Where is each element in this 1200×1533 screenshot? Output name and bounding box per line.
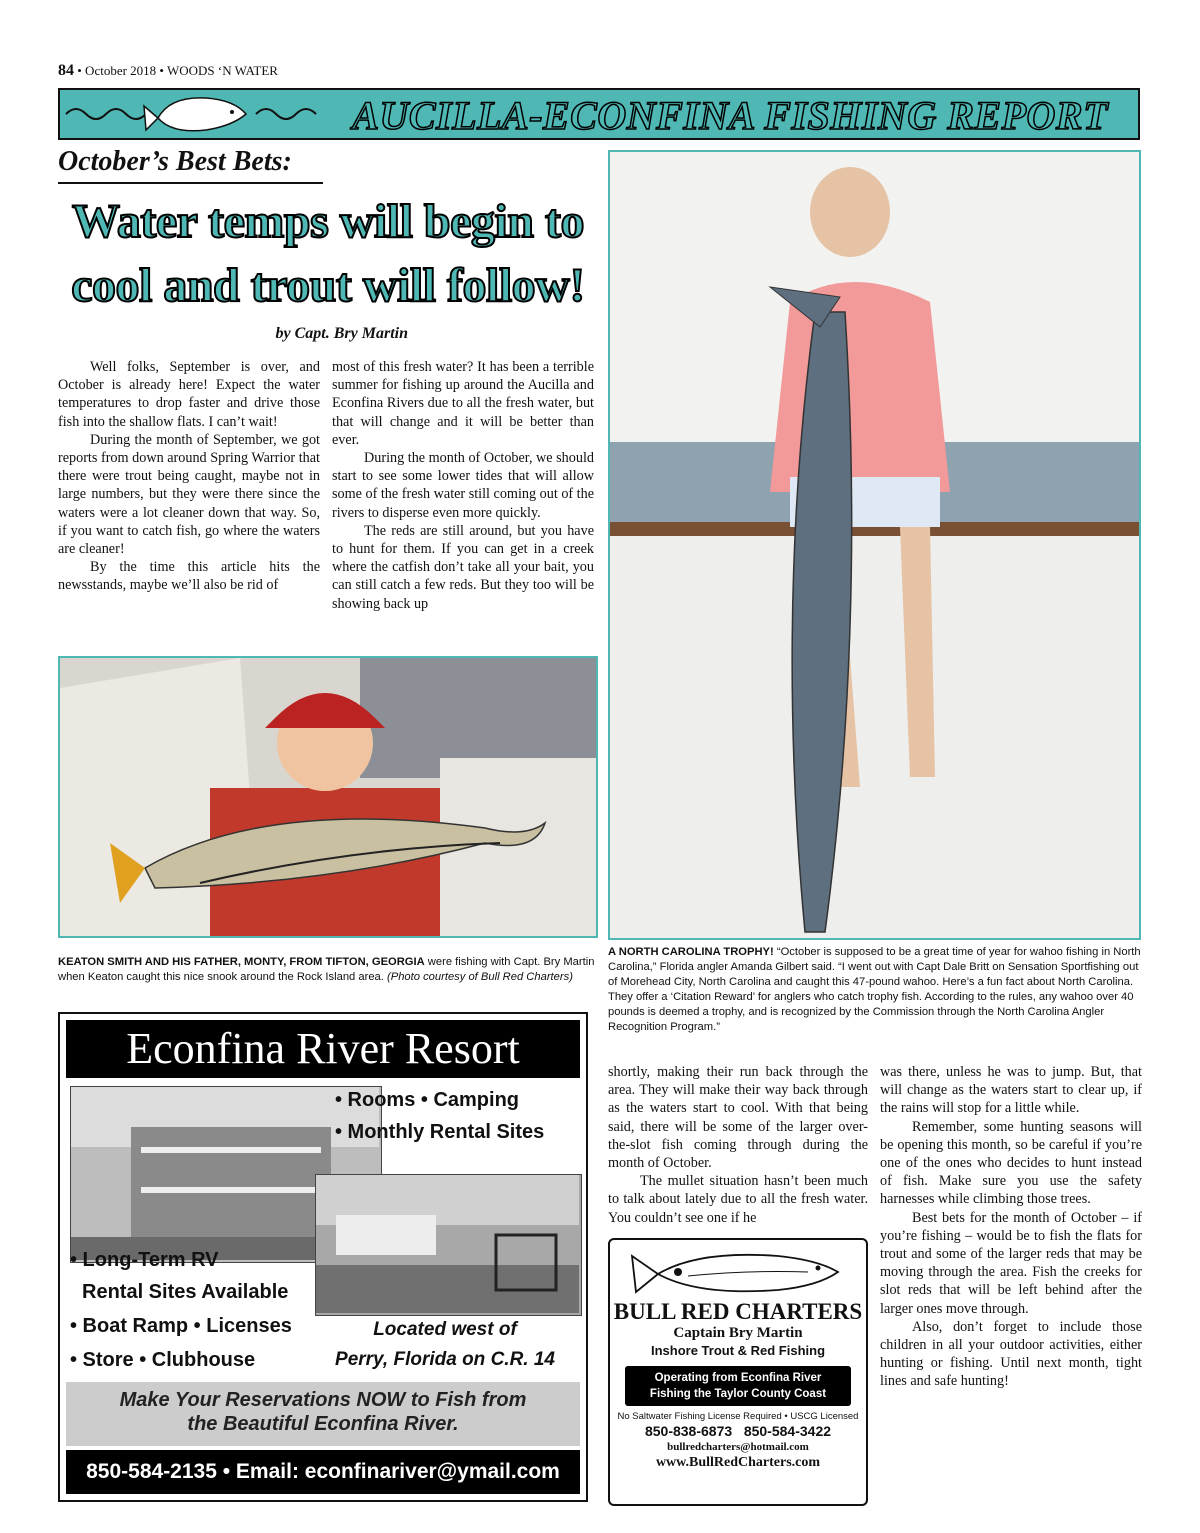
banner-title: AUCILLA-ECONFINA FISHING REPORT xyxy=(352,93,1108,138)
resort-campground-photo xyxy=(315,1174,582,1316)
resort-contact: 850-584-2135 • Email: econfinariver@ymail.com xyxy=(66,1450,580,1494)
issue-line: • October 2018 • WOODS ‘N WATER xyxy=(77,63,278,78)
kicker: October’s Best Bets: xyxy=(58,146,292,177)
headline-line-2: cool and trout will follow! xyxy=(71,259,585,312)
paragraph: was there, unless he was to jump. But, that will change as the waters start to clear up, if the rains will stop for a little while. xyxy=(880,1064,1142,1117)
page-number: 84 xyxy=(58,62,74,79)
reservation-line-1: Make Your Reservations NOW to Fish from xyxy=(119,1389,527,1411)
article-column-4 xyxy=(880,1063,1142,1391)
headline xyxy=(58,190,598,318)
charter-license: No Saltwater Fishing License Required • USCG Licensed xyxy=(617,1411,859,1422)
fish-wave-icon xyxy=(60,90,330,138)
ribbon-line-1: Operating from Econfina River xyxy=(654,1372,822,1384)
reservation-line-2: the Beautiful Econfina River. xyxy=(187,1413,459,1435)
wahoo-caption xyxy=(608,945,1142,1035)
resort-bullet-store: • Store • Clubhouse xyxy=(70,1349,256,1371)
resort-location-line-2: Perry, Florida on C.R. 14 xyxy=(335,1349,555,1370)
caption-credit: (Photo courtesy of Bull Red Charters) xyxy=(387,971,573,983)
headline-line-1: Water temps will begin to xyxy=(72,195,584,248)
charter-phone-1: 850-838-6873 xyxy=(644,1423,733,1439)
paragraph: The reds are still around, but you have to hunt for them. If you can get in a creek where the catfish don’t take all your bait, you can still catch a few reds. But they too will be showing back up xyxy=(332,522,594,612)
article-column-3 xyxy=(608,1063,868,1227)
page-folio xyxy=(58,62,278,80)
paragraph: shortly, making their run back through the area. They will make their way back through as the waters start to cool. With that being said, there will be some of the larger over-the-slot fish coming through during the month of October. xyxy=(608,1064,868,1172)
kicker-rule xyxy=(58,182,323,184)
charter-ribbon xyxy=(625,1366,851,1406)
campground-image xyxy=(316,1175,579,1313)
charter-name: BULL RED CHARTERS xyxy=(613,1299,863,1324)
caption-lead: KEATON SMITH AND HIS FATHER, MONTY, FROM TIFTON, GEORGIA xyxy=(58,956,425,968)
charter-phones xyxy=(610,1423,866,1440)
paragraph: During the month of October, we should start to see some lower tides that will allow some of the fresh water still coming out of the rivers to disperse even more quickly. xyxy=(332,450,595,521)
caption-lead: A NORTH CAROLINA TROPHY! xyxy=(608,946,774,958)
caption-body: “October is supposed to be a great time of year for wahoo fishing in North Carolina,” Florida angler Amanda Gilbert said. “I went out with Capt Dale Britt on Sensation Sportfishing out of Morehead City, North Carolina and caught this 47-pound wahoo. Here’s a fun fact about North Carolina. They offer a ‘Citation Reward’ for anglers who catch trophy fish. According to the rules, any wahoo over 40 pounds is deemed a trophy, and is recognized by the Commission through the North Carolina Angler Recognition Program.” xyxy=(608,946,1141,1033)
paragraph: By the time this article hits the newsstands, maybe we’ll also be rid of xyxy=(58,559,320,594)
charter-captain: Captain Bry Martin xyxy=(673,1325,803,1341)
charter-advertisement xyxy=(608,1238,868,1506)
wahoo-photo xyxy=(608,150,1141,940)
resort-reservation xyxy=(66,1382,580,1446)
paragraph: Well folks, September is over, and October is already here! Expect the water temperatures to drop faster and drive those fish into the shallow flats. I can’t wait! xyxy=(58,359,320,430)
resort-bullet-rv: Rental Sites Available xyxy=(82,1281,289,1303)
resort-title: Econfina River Resort xyxy=(66,1020,580,1078)
resort-bullet-boat: • Boat Ramp • Licenses xyxy=(70,1315,292,1337)
paragraph: Remember, some hunting seasons will be opening this month, so be careful if you’re one of the ones who decides to hunt instead of fish. Make sure you use the safety harnesses while climbing those trees. xyxy=(880,1118,1142,1208)
caption-body: were fishing with Capt. Bry Martin when Keaton caught this nice snook around the Rock Island area. xyxy=(58,956,595,983)
byline: by Capt. Bry Martin xyxy=(275,325,408,342)
snook-photo xyxy=(58,656,598,938)
ribbon-line-2: Fishing the Taylor County Coast xyxy=(649,1388,827,1400)
resort-bullet-rooms: • Rooms • Camping xyxy=(335,1089,520,1111)
resort-location-line-1: Located west of xyxy=(373,1319,517,1340)
charter-email: bullredcharters@hotmail.com xyxy=(667,1441,809,1453)
paragraph: Also, don’t forget to include those children in all your outdoor activities, either hunting or fishing. Until next month, tight lines and safe hunting! xyxy=(880,1318,1142,1390)
article-column-2 xyxy=(332,358,594,613)
resort-advertisement xyxy=(58,1012,588,1502)
snook-caption xyxy=(58,955,596,985)
boy-with-snook-image xyxy=(60,658,596,936)
section-banner xyxy=(58,88,1140,140)
article-column-1 xyxy=(58,358,320,595)
paragraph: During the month of September, we got reports from down around Spring Warrior that there were trout being caught, maybe not in large numbers, but they were there since the waters were a lot cleaner down that way. So, if you want to catch fish, go where the waters are cleaner! xyxy=(58,431,320,558)
resort-bullet-longterm: • Long-Term RV xyxy=(70,1249,219,1271)
resort-bullet-monthly: • Monthly Rental Sites xyxy=(335,1121,545,1143)
charter-phone-2: 850-584-3422 xyxy=(743,1423,832,1439)
paragraph: Best bets for the month of October – if you’re fishing – would be to fish the flats for trout and some of the larger reds that may be moving through the area. Fish the creeks for slot reds that will be left behind after the larger ones move through. xyxy=(880,1209,1142,1317)
paragraph: The mullet situation hasn’t been much to talk about lately due to all the fresh water. You couldn’t see one if he xyxy=(608,1173,868,1226)
woman-with-wahoo-image xyxy=(610,152,1139,938)
paragraph: most of this fresh water? It has been a terrible summer for fishing up around the Aucilla and Econfina Rivers due to all the fresh water, but that will change and it will be better than ever. xyxy=(332,359,594,448)
charter-tagline: Inshore Trout & Red Fishing xyxy=(650,1343,826,1358)
charter-web: www.BullRedCharters.com xyxy=(655,1455,821,1470)
redfish-icon xyxy=(618,1246,858,1298)
